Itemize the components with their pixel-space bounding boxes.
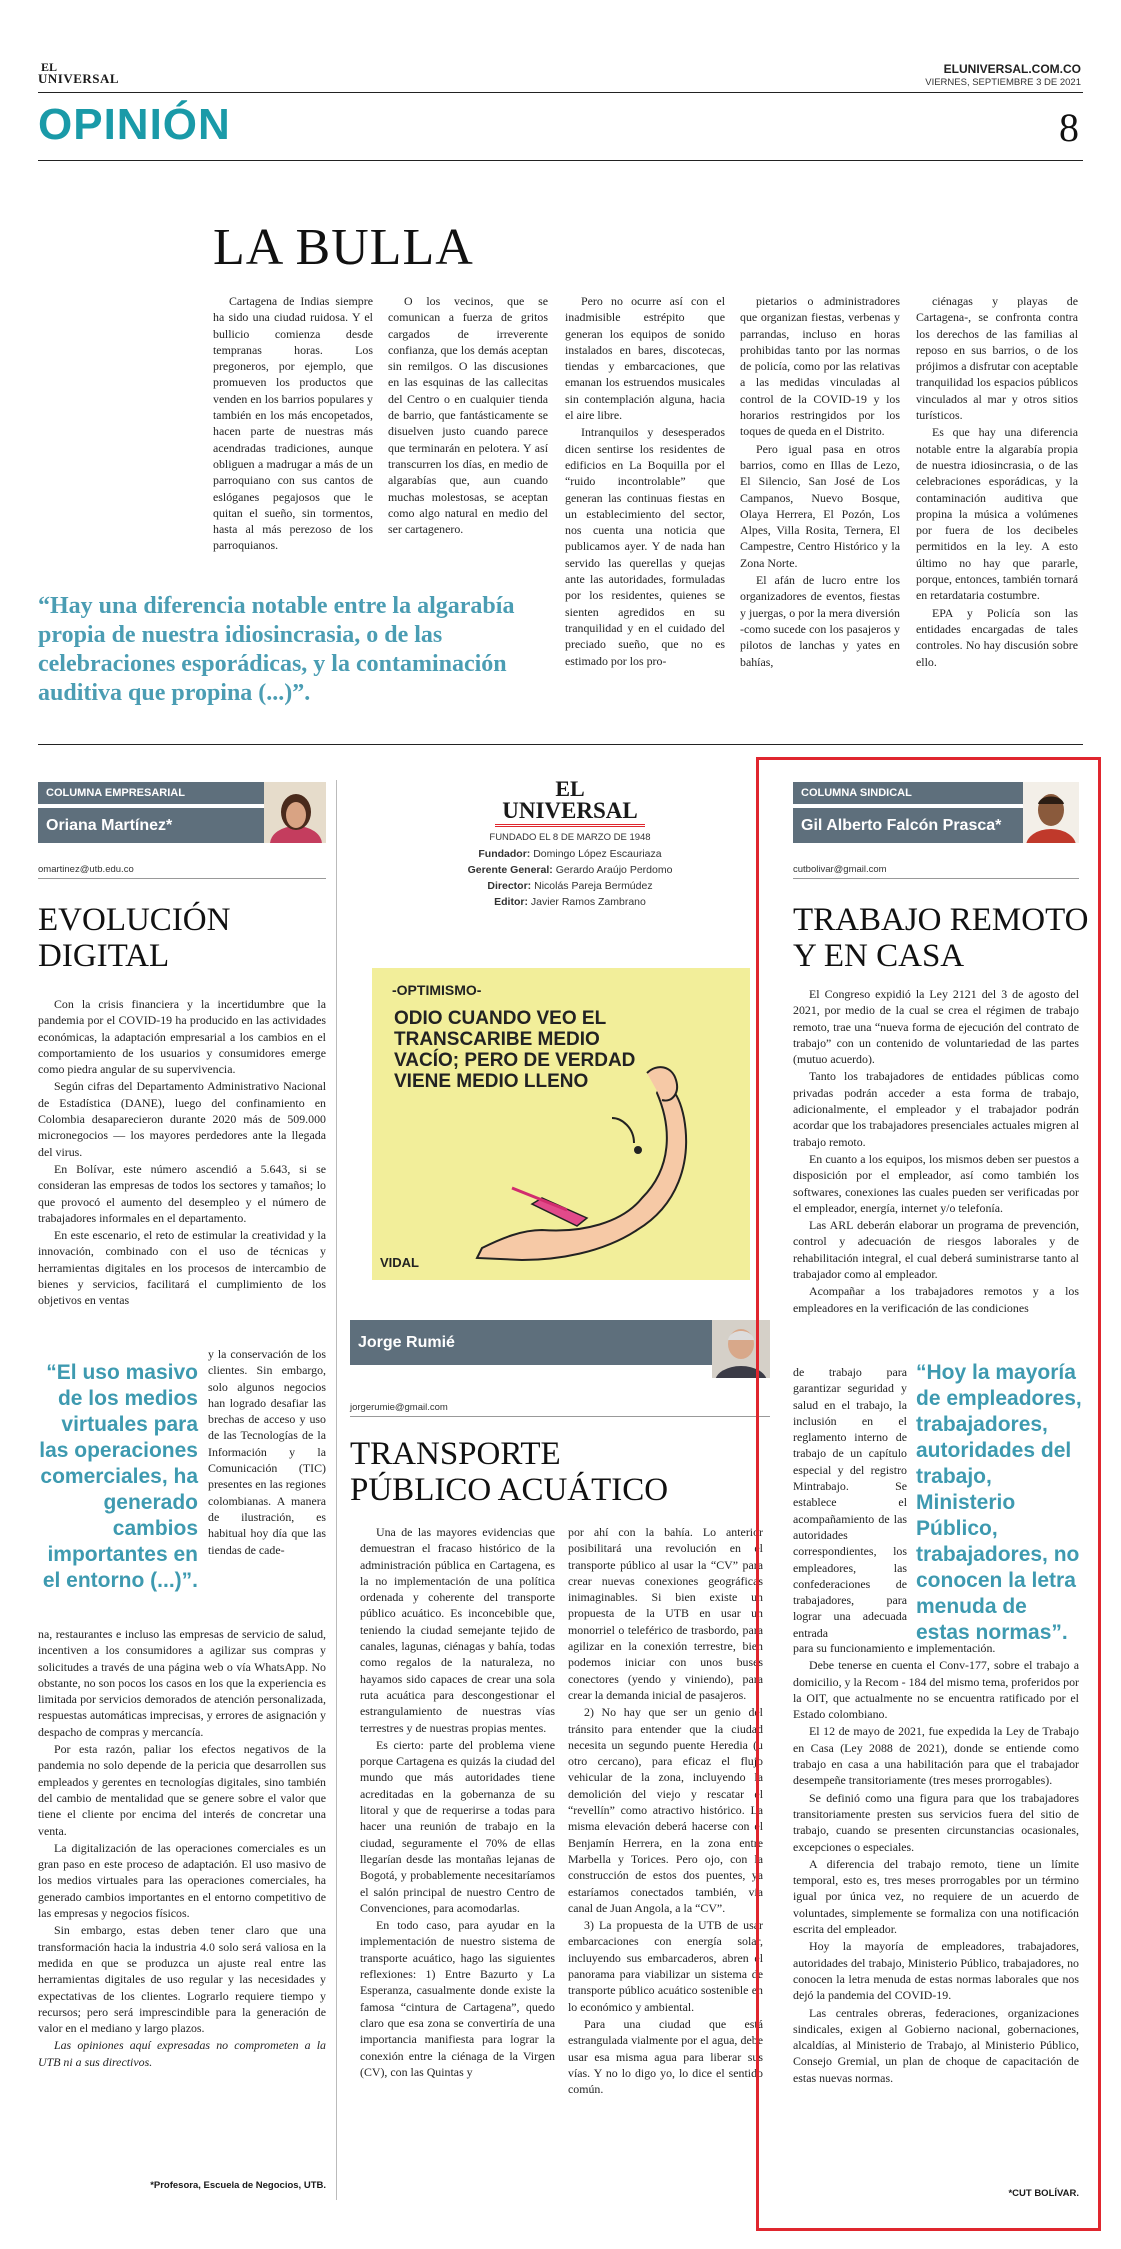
middle-column-title-line2: PÚBLICO ACUÁTICO (350, 1472, 669, 1508)
middle-email-rule (350, 1416, 770, 1417)
middle-paragraph: 2) No hay que ser un genio del tránsito para entender que la ciudad necesita un segundo puente Heredia (u otro cercano), para eficaz el flujo vehicular de la zona, incluyendo la demolición del viejo y rescatar el “revellín” como atractivo histórico. La misma elevación deberá hacerse con el Benjamín Herrera, en la zona entre Marbella y Torices. Pero ojo, con la construcción de estos dos puentes, ya estaríamos conectados también, vía canal de Juan Angola, a la “CV”. (568, 1705, 763, 1915)
left-email-rule (38, 878, 326, 879)
editorial-col-2 (388, 293, 548, 538)
right-paragraph: Se definió como una figura para que los trabajadores transitoriamente presten sus servicios fuera del sitio de trabajo, cuando se presenten circunstancias ocasionales, excepciones o especiales. (793, 1790, 1079, 1854)
left-column-signature: *Profesora, Escuela de Negocios, UTB. (150, 2180, 326, 2191)
section-title: OPINIÓN (38, 100, 231, 149)
right-column-title-line2: Y EN CASA (793, 938, 965, 974)
cartoon-signature: VIDAL (380, 1255, 419, 1270)
masthead-logo-bottom: UNIVERSAL (495, 800, 645, 827)
middle-paragraph: Para una ciudad que está estrangulada vialmente por el agua, debe usar esa misma agua para liberar sus vías. Y no lo digo yo, lo dice el sentido común. (568, 2016, 763, 2097)
right-paragraph: Debe tenerse en cuenta el Conv-177, sobre el trabajo a domicilio, y la Recom - 184 del mismo tema, proferidos por la OIT, que actualmente no se encuentra ratificado por el Estado colombiano. (793, 1658, 1079, 1722)
right-column-email[interactable]: cutbolivar@gmail.com (793, 864, 887, 875)
editorial-paragraph: Es que hay una diferencia notable entre la algarabía propia de nuestra idiosincrasia, o de las celebraciones esporádicas, y la contaminación auditiva que propina la música a volúmenes por fuera de los decibeles permitidos en la ley. A esto último no hay que pararle, porque, entonces, también tornará en retardataria costumbre. (916, 425, 1078, 603)
right-paragraph: Las centrales obreras, federaciones, organizaciones sindicales, exigen al Gobierno nacional, gobernaciones, alcaldías, al Ministerio de Trabajo, al Ministerio Público, Consejo Gremial, un plan de choque de capacitación de estas nuevas normas. (793, 2005, 1079, 2085)
masthead-gm-row (420, 862, 720, 878)
masthead-founded: FUNDADO EL 8 DE MARZO DE 1948 (489, 832, 651, 843)
cartoon-label: -OPTIMISMO- (392, 982, 482, 998)
left-column-email[interactable]: omartinez@utb.edu.co (38, 864, 134, 875)
page-number: 8 (1059, 105, 1079, 150)
masthead-editor-label: Editor: (494, 896, 528, 908)
header-date: VIERNES, SEPTIEMBRE 3 DE 2021 (925, 77, 1081, 88)
middle-paragraph: por ahí con la bahía. Lo anterior posibilitará una revolución en el transporte público al usar la “CV” para crear nuevas conexiones geográficas inimaginables. Si bien existe un propuesta de la UTB en usar un monorriel o teleférico de trasbordo, para agilizar en la conexión terrestre, bien podemos iniciar con unos buses conectores (yendo y viniendo), para crear la demanda inicial de pasajeros. (568, 1525, 763, 1702)
masthead-editor: Javier Ramos Zambrano (530, 896, 646, 908)
masthead-gm-label: Gerente General: (467, 864, 553, 876)
middle-paragraph: 3) La propuesta de la UTB de usar embarcaciones con energía solar, incluyendo sus embarcaderos, abren el panorama para viabilizar un sistema de transporte público acuático sostenible en lo económico y ambiental. (568, 1918, 763, 2014)
right-paragraph: Tanto los trabajadores de entidades públicas como privadas podrán acceder a esta forma de trabajo, adicionalmente, el empleador y el trabajador podrán acordar que los trabajadores presenciales actuales migren al trabajo remoto. (793, 1069, 1079, 1149)
left-paragraph: Según cifras del Departamento Administrativo Nacional de Estadística (DANE), luego del confinamiento en Colombia desaparecieron durante 2020 más de 509.000 micronegocios — los mayores perdedores ante la llegada del virus. (38, 1079, 326, 1159)
masthead-founder-row (420, 846, 720, 862)
right-author-avatar (1023, 782, 1079, 843)
right-paragraph: El Congreso expidió la Ley 2121 del 3 de agosto del 2021, por medio de la cual se crea el régimen de trabajo remoto, trae una “nueva forma de ejecución del contrato de trabajo” con un contenido de voluntariedad de las partes (mutuo acuerdo). (793, 987, 1079, 1067)
editorial-col-5 (916, 293, 1078, 671)
masthead-logo-top: EL (555, 776, 585, 801)
left-side-paragraph: y la conservación de los clientes. Sin embargo, solo algunos negocios han logrado desafiar las brechas de acceso y uso de las Tecnologías de la Información y la Comunicación (TIC) presentes en las regiones colombianas. A manera de ilustración, es habitual hoy día que las tiendas de cade- (208, 1347, 326, 1557)
right-paragraph: En cuanto a los equipos, los mismos deben ser puestos a disposición por el empleador, así como también los softwares, conexiones las cuales pueden ser verificadas por el empleador, energía, internet y/o telefonía. (793, 1151, 1079, 1215)
right-paragraph: para su funcionamiento e implementación. (793, 1641, 996, 1655)
middle-column-col-b (568, 1524, 763, 2098)
left-column-quote: “El uso masivo de los medios virtuales para las operaciones comerciales, ha generado cambios importantes en el entorno (...)”. (39, 1361, 198, 1592)
masthead-director-row (420, 878, 720, 894)
masthead-founder: Domingo López Escauriaza (533, 848, 662, 860)
right-paragraph: Acompañar a los trabajadores remotos y a los empleadores en la verificación de las condiciones (793, 1284, 1079, 1315)
editorial-paragraph: Cartagena de Indias siempre ha sido una ciudad ruidosa. Y el bullicio comienza desde tempranas horas. Los pregoneros, por ejemplo, que promueven los productos que venden en los barrios populares y también en los más encopetados, hacen parte de nuestras más acendradas tradiciones, aunque obliguen a madrugar a más de un parroquiano con sus cantos de eslóganes pegajosos que le quitan el sueño, sin tormentos, hasta al más perezoso de los parroquianos. (213, 294, 373, 553)
left-column-separator (336, 780, 337, 2200)
middle-column-email[interactable]: jorgerumie@gmail.com (350, 1402, 448, 1413)
left-column-title-line2: DIGITAL (38, 938, 170, 974)
editorial-paragraph: O los vecinos, que se comunican a fuerza de gritos cargados de irreverente confianza, que los demás aceptan sin remilgos. O las discusiones en las esquinas de las callecitas del Centro o en cualquier tienda de barrio, que fantásticamente se disuelven justo cuando parece que terminarán en pelotera. Y así transcurren los días, en medio de algarabías que, aun cuando muchas molestosas, se aceptan como algo natural en medio del ser cartagenero. (388, 294, 548, 537)
masthead-editor-row (420, 894, 720, 910)
right-column-body-top (793, 986, 1079, 1317)
left-paragraph: Sin embargo, estas deben tener claro que una transformación hacia la industria 4.0 solo será valiosa en la medida en que se produzca un ajuste real entre las herramientas digitales de uso regular y las necesidades y expectativas de los clientes. Lograrlo requiere tiempo y recursos; pero será imprescindible para la generación de valor en el mediano y largo plazos. (38, 1923, 326, 2036)
left-paragraph: En Bolívar, este número ascendió a 5.643, si se consideran las empresas de todos los sectores y tamaños; lo que provocó el aumento del desempleo y el número de trabajadores informales en el departamento. (38, 1161, 326, 1225)
right-paragraph: El 12 de mayo de 2021, fue expedida la Ley de Trabajo en Casa (Ley 2088 de 2021), donde se entiende como trabajo en casa a una habilitación para que el trabajador desempeñe transitoriamente (tres meses prorrogables). (793, 1724, 1079, 1788)
right-paragraph: A diferencia del trabajo remoto, tiene un límite temporal, esto es, tres meses prorrogables por un término igual por única vez, no requiere de un acuerdo de voluntades, simplemente se formaliza con una notificación escrita del empleador. (793, 1856, 1079, 1937)
left-column-tag: COLUMNA EMPRESARIAL (38, 782, 264, 804)
right-column-body-bottom (793, 1640, 1079, 2087)
middle-column-title-line1: TRANSPORTE (350, 1436, 561, 1472)
editorial-paragraph: El afán de lucro entre los organizadores de eventos, fiestas y juergas, o por la mera diversión -como sucede con los pasajeros y pilotos de lanchas y yates en bahías, (740, 573, 900, 669)
left-paragraph: Por esta razón, paliar los efectos negativos de la pandemia no solo depende de la pericia que desarrollen sus empleados y gerentes en tecnologías digitales, sino también del cambio de mentalidad que se genere sobre el valor que tiene el cliente por encima del interés de concretar una venta. (38, 1742, 326, 1838)
editorial-paragraph: EPA y Policía son las entidades encargadas de tales controles. No hay discusión sobre ello. (916, 605, 1078, 669)
masthead-info (420, 830, 720, 910)
cartoon (372, 968, 750, 1280)
left-column-title-line1: EVOLUCIÓN (38, 902, 231, 938)
right-column-author: Gil Alberto Falcón Prasca* (793, 808, 1023, 843)
editorial-paragraph: Pero igual pasa en otros barrios, como en Illas de Lezo, El Silencio, San José de Los Campanos, Nuevo Bosque, Olaya Herrera, El Pozón, Los Alpes, Villa Rosita, Ternera, El Campestre, Centro Histórico y la Zona Norte. (740, 441, 900, 570)
header-logo[interactable] (38, 62, 119, 84)
middle-column-title (350, 1436, 668, 1508)
left-paragraph: En este escenario, el reto de estimular la creatividad y la innovación, combinado con el uso de técnicas y herramientas digitales en los procesos de intercambio de bienes y servicios, facilitará el cumplimiento de los objetivos en ventas (38, 1228, 326, 1308)
left-column-body-top (38, 996, 326, 1310)
left-paragraph: na, restaurantes e incluso las empresas de servicio de salud, incentiven a los consumidores a agilizar sus compras y solicitudes a través de una página web o vía WhatsApp. No obstante, no son pocos los casos en los que la experiencia es limitada por servicios demorados de atención personalizada, respuestas automáticas imprecisas, y errores de asignación y despacho de compras y mercancía. (38, 1627, 326, 1739)
editorial-col-3 (565, 293, 725, 670)
right-email-rule (793, 878, 1079, 879)
header-logo-top: EL (41, 60, 58, 74)
right-side-paragraph: de trabajo para garantizar seguridad y salud en el trabajo, la inclusión en el reglamento interno de trabajo de un capítulo especial y del registro Mintrabajo. Se establece el acompañamiento de las autoridades correspondientes, los empleadores, las confederaciones de trabajadores, para lograr una adecuada entrada (793, 1365, 907, 1640)
masthead-director: Nicolás Pareja Bermúdez (534, 880, 653, 892)
editorial-quote: “Hay una diferencia notable entre la algarabía propia de nuestra idiosincrasia, o de las celebraciones esporádicas, y la contaminación auditiva que propina (...)”. (38, 593, 515, 706)
right-column-quote: “Hoy la mayoría de empleadores, trabajadores, autoridades del trabajo, Ministerio Público, trabajadores, no conocen la letra menuda de estas normas”. (916, 1361, 1082, 1644)
masthead-logo[interactable] (495, 778, 645, 827)
left-column-body-bottom (38, 1626, 326, 2071)
middle-column-col-a (360, 1524, 555, 2081)
editorial-title: LA BULLA (213, 219, 474, 276)
right-column-title-line1: TRABAJO REMOTO (793, 902, 1089, 938)
left-paragraph: Con la crisis financiera y la incertidumbre que la pandemia por el COVID-19 ha producido en las actividades económicas, la adaptación empresarial a los cambios en el comportamiento de los usuarios y consumidores emerge como piedra angular de su supervivencia. (38, 997, 326, 1077)
left-disclaimer: Las opiniones aquí expresadas no comprometen a la UTB ni a sus directivos. (38, 2038, 326, 2069)
left-paragraph: La digitalización de las operaciones comerciales es un gran paso en este proceso de adaptación. El uso masivo de los medios virtuales para las operaciones comerciales, ha generado cambios importantes en el entorno competitivo de las empresas y negocios físicos. (38, 1840, 326, 1921)
masthead-director-label: Director: (487, 880, 532, 892)
header-bottom-rule (38, 160, 1083, 161)
left-column-title (38, 902, 230, 974)
right-column-title (793, 902, 1089, 974)
header-rule (38, 92, 1083, 93)
left-column-side-text (208, 1346, 326, 1559)
right-paragraph: Las ARL deberán elaborar un programa de prevención, control y adecuación de riesgos laborales y de rehabilitación integral, el cual deberá suministrarse tanto al trabajador como al empleador. (793, 1218, 1079, 1282)
middle-paragraph: Es cierto: parte del problema viene porque Cartagena es quizás la ciudad del mundo que más autoridades tiene acreditadas en la gobernanza de su litoral y que de requerirse a todas para hacer una reunión de trabajo en la ciudad, seguramente el 70% de ellas llegarían desde las montañas lejanas de Bogotá, y probablemente necesitaríamos el salón principal de nuestro Centro de Convenciones, para acomodarlas. (360, 1737, 555, 1915)
right-column-tag: COLUMNA SINDICAL (793, 782, 1023, 804)
editorial-paragraph: pietarios o administradores que organizan fiestas, verbenas y parrandas, incluso en horas prohibidas tanto por las normas de policía, como por las relativas a las medidas vinculadas al control de la COVID-19 y los horarios restringidos por los toques de queda en el Distrito. (740, 294, 900, 439)
right-paragraph: Hoy la mayoría de empleadores, trabajadores, autoridades del trabajo, Ministerio Público, trabajadores, no conocen la letra menuda de estas normas laborales que nos dejó la pandemia del COVID-19. (793, 1939, 1079, 2003)
editorial-paragraph: Intranquilos y desesperados dicen sentirse los residentes de edificios en La Boquilla por el “ruido incontrolable” que generan las continuas fiestas en un establecimiento del sector, nos cuenta una noticia que publicamos ayer. Y de nada han servido las querellas y quejas ante las autoridades, formuladas por los residentes, quienes se sienten agredidos en su tranquilidad y en el cuidado del preciado sueño, que no es estimado por los pro- (565, 425, 725, 668)
masthead-founder-label: Fundador: (478, 848, 531, 860)
header-logo-bottom: UNIVERSAL (38, 71, 120, 86)
left-column-author: Oriana Martínez* (38, 808, 264, 843)
header-site[interactable]: ELUNIVERSAL.COM.CO (943, 62, 1081, 76)
right-column-side-text (793, 1364, 907, 1642)
editorial-col-4 (740, 293, 900, 671)
middle-column-author: Jorge Rumié (350, 1320, 712, 1365)
middle-paragraph: Una de las mayores evidencias que demuestran el fracaso histórico de la administración pública en Cartagena, es la no implementación de una política ordenada y coherente del transporte público acuático. Es inconcebible que, teniendo la ciudad semejante tejido de canales, lagunas, ciénagas y bahía, todas como regalos de la naturaleza, no hayamos sido capaces de crear una sola ruta acuática para descongestionar el estrangulamiento de nuestras vías terrestres y de nuestras propias mentes. (360, 1525, 555, 1735)
cartoon-speech: ODIO CUANDO VEO EL TRANSCARIBE MEDIO VACÍO; PERO DE VERDAD VIENE MEDIO LLENO (394, 1008, 636, 1092)
editorial-divider (38, 744, 1083, 745)
middle-paragraph: En todo caso, para ayudar en la implementación de nuestro sistema de transporte acuático, hago las siguientes reflexiones: 1) Entre Bazurto y La Esperanza, casualmente donde existe la famosa “cintura de Cartagena”, quedo claro que esa zona se convertiría de una importancia manifiesta para lograr la conexión entre la ciénaga de la Virgen (CV), con las Quintas y (360, 1918, 555, 2079)
left-author-avatar (264, 782, 326, 843)
right-column-signature: *CUT BOLÍVAR. (1008, 2188, 1079, 2199)
editorial-paragraph: Pero no ocurre así con el inadmisible estrépito que generan los equipos de sonido instalados en bares, discotecas, tiendas y embarcaciones, que emanan los estruendos musicales sin contemplación alguna, hacia el aire libre. (565, 294, 725, 423)
editorial-paragraph: ciénagas y playas de Cartagena-, se confronta contra los derechos de las familias al reposo en sus barrios, o de los prójimos a disfrutar con aceptable tranquilidad los espacios públicos vinculados al mar y otros sitios turísticos. (916, 294, 1078, 423)
editorial-col-1 (213, 293, 373, 555)
masthead-gm: Gerardo Araújo Perdomo (555, 864, 673, 876)
